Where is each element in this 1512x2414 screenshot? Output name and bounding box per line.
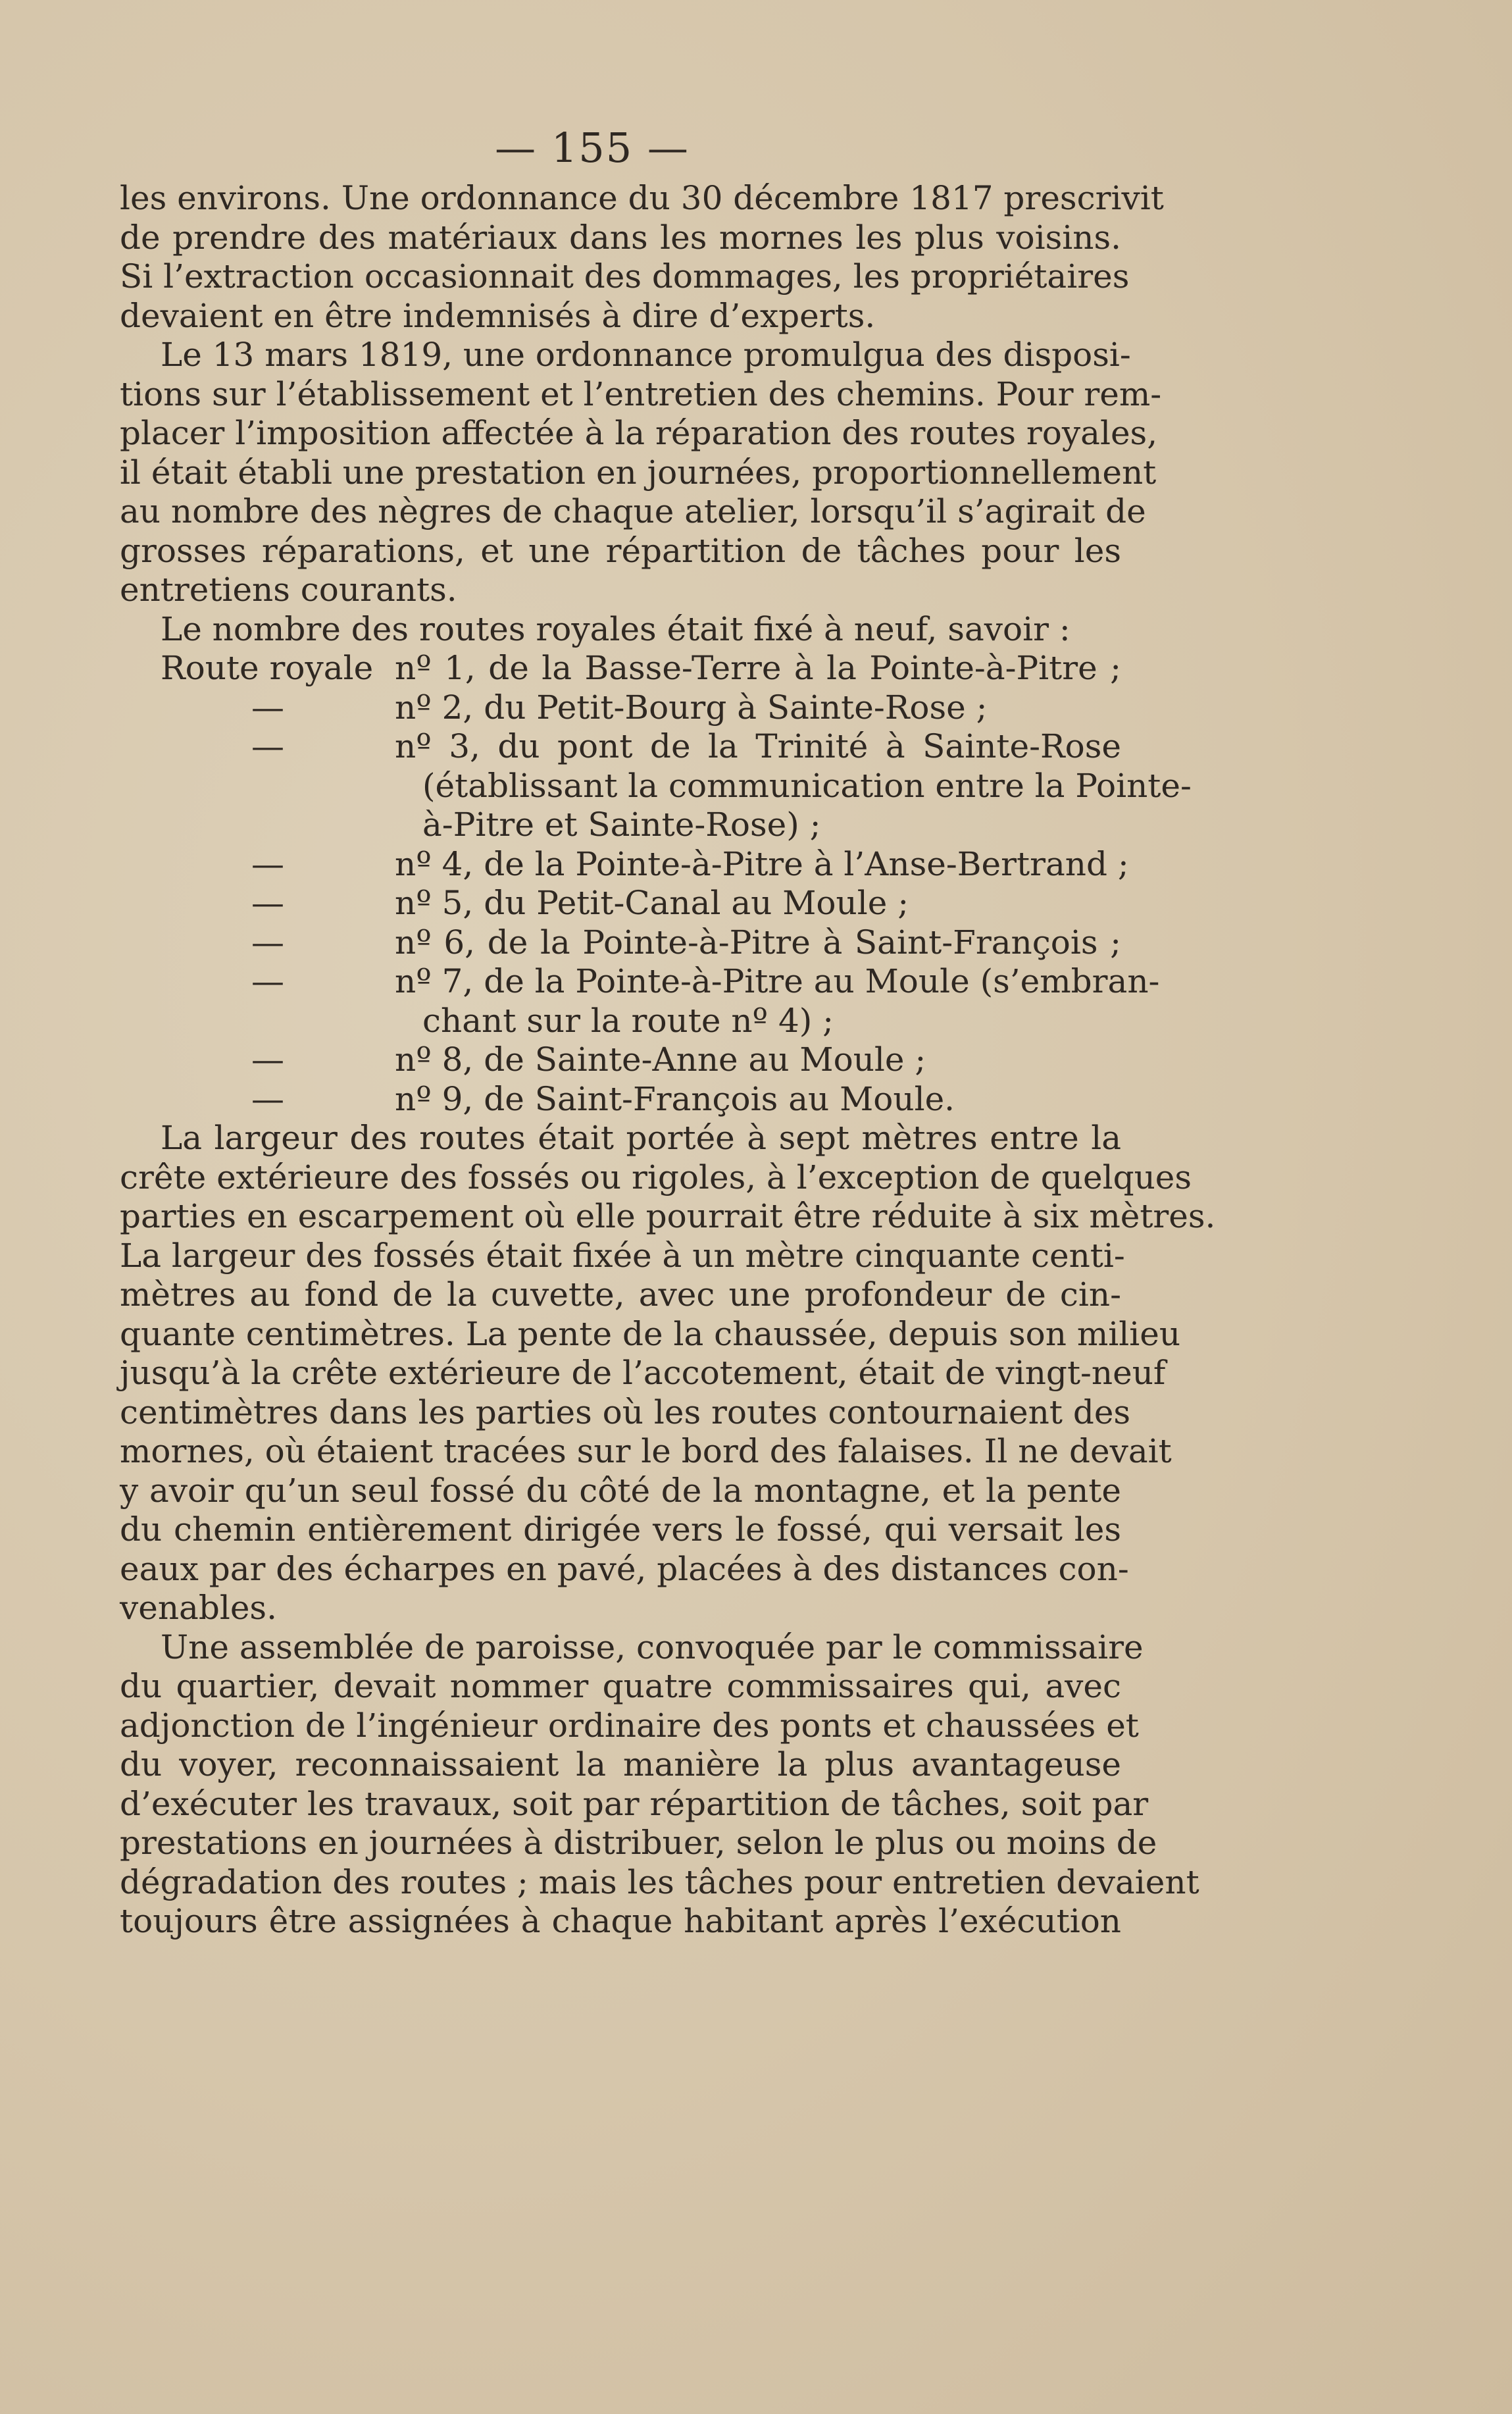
- text-line: venables.: [120, 1589, 277, 1627]
- ditto-dash: —: [251, 688, 284, 727]
- text-line: dégradation des routes ; mais les tâches pour entretien devaient: [120, 1862, 1199, 1901]
- text-line: mornes, où étaient tracées sur le bord des falaises. Il ne devait: [120, 1432, 1172, 1470]
- route-item: [120, 1080, 1121, 1119]
- route-text: chant sur la route nº 4) ;: [422, 1001, 834, 1040]
- ditto-dash: —: [251, 923, 284, 962]
- text-line: entretiens courants.: [120, 571, 457, 609]
- text-line: placer l’imposition affectée à la réparation des routes royales,: [120, 414, 1158, 452]
- page-body: [120, 179, 1216, 1941]
- route-item: [120, 649, 1121, 688]
- text-line: La largeur des routes était portée à sept mètres entre la: [161, 1119, 1121, 1157]
- route-item: [120, 923, 1121, 963]
- route-item-continuation: [120, 766, 1192, 806]
- ditto-dash: —: [251, 962, 284, 1000]
- route-list: [120, 649, 1192, 1119]
- text-line: du voyer, reconnaissaient la manière la plus avantageuse: [120, 1745, 1121, 1784]
- text-line: jusqu’à la crête extérieure de l’accotement, était de vingt-neuf: [120, 1354, 1166, 1392]
- text-line: adjonction de l’ingénieur ordinaire des ponts et chaussées et: [120, 1706, 1139, 1745]
- route-text: nº 1, de la Basse-Terre à la Pointe-à-Pitre ;: [395, 649, 1121, 687]
- route-item: [120, 844, 1129, 885]
- ditto-dash: —: [251, 884, 284, 922]
- route-text: nº 7, de la Pointe-à-Pitre au Moule (s’embran-: [395, 962, 1160, 1000]
- route-text: (établissant la communication entre la Pointe-: [422, 766, 1192, 805]
- text-line: prestations en journées à distribuer, selon le plus ou moins de: [120, 1824, 1157, 1862]
- route-text: nº 6, de la Pointe-à-Pitre à Saint-François ;: [395, 923, 1121, 962]
- ditto-dash: —: [251, 1040, 284, 1079]
- text-line: crête extérieure des fossés ou rigoles, à l’exception de quelques: [120, 1158, 1192, 1196]
- route-item-continuation: [120, 806, 1121, 845]
- text-line: grosses réparations, et une répartition de tâches pour les: [120, 531, 1121, 570]
- text-line: y avoir qu’un seul fossé du côté de la montagne, et la pente: [120, 1471, 1121, 1510]
- text-line: tions sur l’établissement et l’entretien des chemins. Pour rem-: [120, 374, 1162, 413]
- route-text: à-Pitre et Sainte-Rose) ;: [422, 806, 821, 844]
- route-text: nº 2, du Petit-Bourg à Sainte-Rose ;: [395, 688, 988, 727]
- text-line: quante centimètres. La pente de la chaussée, depuis son milieu: [120, 1314, 1181, 1353]
- ditto-dash: —: [251, 727, 284, 765]
- text-line: les environs. Une ordonnance du 30 décembre 1817 prescrivit: [120, 179, 1164, 217]
- route-item: [120, 884, 1121, 923]
- text-line: au nombre des nègres de chaque atelier, lorsqu’il s’agirait de: [120, 492, 1146, 530]
- text-line: Si l’extraction occasionnait des dommages, les propriétaires: [120, 257, 1130, 295]
- route-item: [120, 727, 1121, 767]
- route-item: [120, 688, 1121, 728]
- text-line: parties en escarpement où elle pourrait être réduite à six mètres.: [120, 1197, 1216, 1235]
- route-item: [120, 962, 1160, 1002]
- text-line: Le 13 mars 1819, une ordonnance promulgua des disposi-: [161, 336, 1131, 374]
- text-line: Une assemblée de paroisse, convoquée par le commissaire: [161, 1628, 1144, 1666]
- text-line: La largeur des fossés était fixée à un mètre cinquante centi-: [120, 1236, 1125, 1275]
- route-label: Route royale: [161, 649, 374, 687]
- text-line: mètres au fond de la cuvette, avec une profondeur de cin-: [120, 1275, 1121, 1314]
- text-line: de prendre des matériaux dans les mornes les plus voisins.: [120, 218, 1121, 257]
- text-line: il était établi une prestation en journées, proportionnellement: [120, 453, 1157, 492]
- text-line: Le nombre des routes royales était fixé à neuf, savoir :: [161, 609, 1071, 648]
- text-line: toujours être assignées à chaque habitant après l’exécution: [120, 1902, 1121, 1940]
- route-text: nº 9, de Saint-François au Moule.: [395, 1079, 955, 1118]
- text-line: centimètres dans les parties où les routes contournaient des: [120, 1393, 1131, 1431]
- text-line: eaux par des écharpes en pavé, placées à des distances con-: [120, 1549, 1129, 1588]
- route-item: [120, 1040, 1121, 1080]
- text-line: devaient en être indemnisés à dire d’experts.: [120, 296, 876, 335]
- route-text: nº 4, de la Pointe-à-Pitre à l’Anse-Bertrand ;: [395, 844, 1129, 883]
- route-text: nº 5, du Petit-Canal au Moule ;: [395, 884, 909, 922]
- text-line: d’exécuter les travaux, soit par répartition de tâches, soit par: [120, 1784, 1149, 1823]
- route-text: nº 8, de Sainte-Anne au Moule ;: [395, 1040, 926, 1079]
- ditto-dash: —: [251, 844, 284, 883]
- page-number: — 155 —: [495, 124, 690, 172]
- route-text: nº 3, du pont de la Trinité à Sainte-Rose: [395, 727, 1121, 765]
- route-item-continuation: [120, 1002, 1121, 1041]
- ditto-dash: —: [251, 1079, 284, 1118]
- text-line: du chemin entièrement dirigée vers le fossé, qui versait les: [120, 1510, 1121, 1549]
- text-line: du quartier, devait nommer quatre commissaires qui, avec: [120, 1667, 1121, 1705]
